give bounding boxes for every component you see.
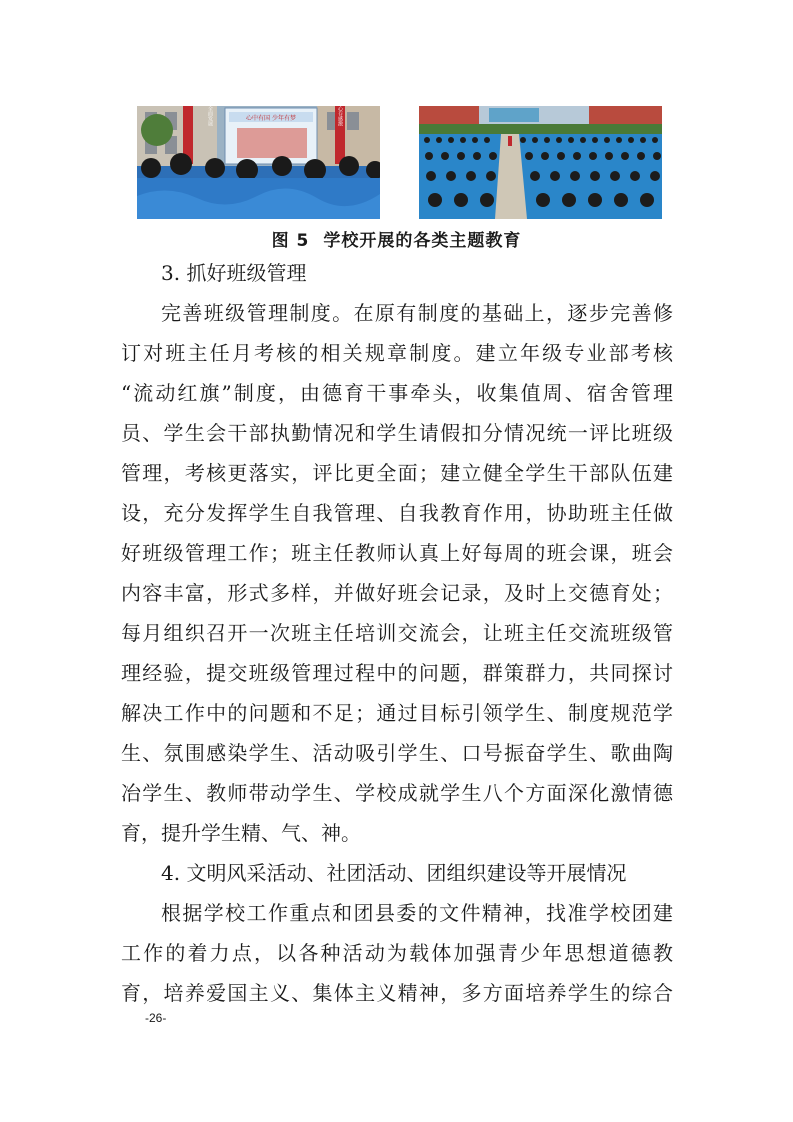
body-line: 内容丰富，形式多样，并做好班会记录，及时上交德育处； [121, 581, 673, 605]
photo-assembly-salute-image [137, 106, 380, 219]
body-line: 生、氛围感染学生、活动吸引学生、口号振奋学生、歌曲陶 [121, 741, 673, 765]
body-line: 设，充分发挥学生自我管理、自我教育作用，协助班主任做 [121, 501, 673, 525]
body-line: 解决工作中的问题和不足；通过目标引领学生、制度规范学 [121, 701, 673, 725]
stage-banner-text: 心中有国 少年有梦 [246, 115, 296, 122]
body-line: 员、学生会干部执勤情况和学生请假扣分情况统一评比班级 [121, 421, 673, 445]
sign-left-text: 全面发展 [207, 106, 213, 126]
figure-caption [0, 226, 793, 251]
photo-assembly-salute [137, 106, 380, 219]
body-line: 育，提升学生精、气、神。 [121, 821, 361, 845]
photo-assembly-crowd [419, 106, 662, 219]
body-line: 管理，考核更落实，评比更全面；建立健全学生干部队伍建 [121, 461, 673, 485]
body-line: 好班级管理工作；班主任教师认真上好每周的班会课，班会 [121, 541, 673, 565]
page-number: -26- [145, 1011, 167, 1025]
body-line: 订对班主任月考核的相关规章制度。建立年级专业部考核 [121, 341, 673, 365]
body-line: 完善班级管理制度。在原有制度的基础上，逐步完善修 [161, 301, 673, 325]
photo-assembly-crowd-image [419, 106, 662, 219]
figure-caption-number: 图 5 [271, 231, 310, 251]
body-line: 工作的着力点，以各种活动为载体加强青少年思想道德教 [121, 941, 673, 965]
body-line: 每月组织召开一次班主任培训交流会，让班主任交流班级管 [121, 621, 673, 645]
body-line: 育，培养爱国主义、集体主义精神，多方面培养学生的综合 [121, 981, 673, 1005]
section-4-heading: 4. 文明风采活动、社团活动、团组织建设等开展情况 [161, 861, 627, 885]
body-line: “流动红旗”制度，由德育干事牵头，收集值周、宿舍管理 [121, 381, 673, 405]
section-3-heading: 3. 抓好班级管理 [161, 261, 307, 285]
figure-caption-text: 学校开展的各类主题教育 [323, 231, 522, 251]
body-line: 理经验，提交班级管理过程中的问题，群策群力，共同探讨 [121, 661, 673, 685]
body-line: 冶学生、教师带动学生、学校成就学生八个方面深化激情德 [121, 781, 673, 805]
sign-right-text: 心存感激 [337, 106, 343, 126]
body-line: 根据学校工作重点和团县委的文件精神，找准学校团建 [161, 901, 673, 925]
